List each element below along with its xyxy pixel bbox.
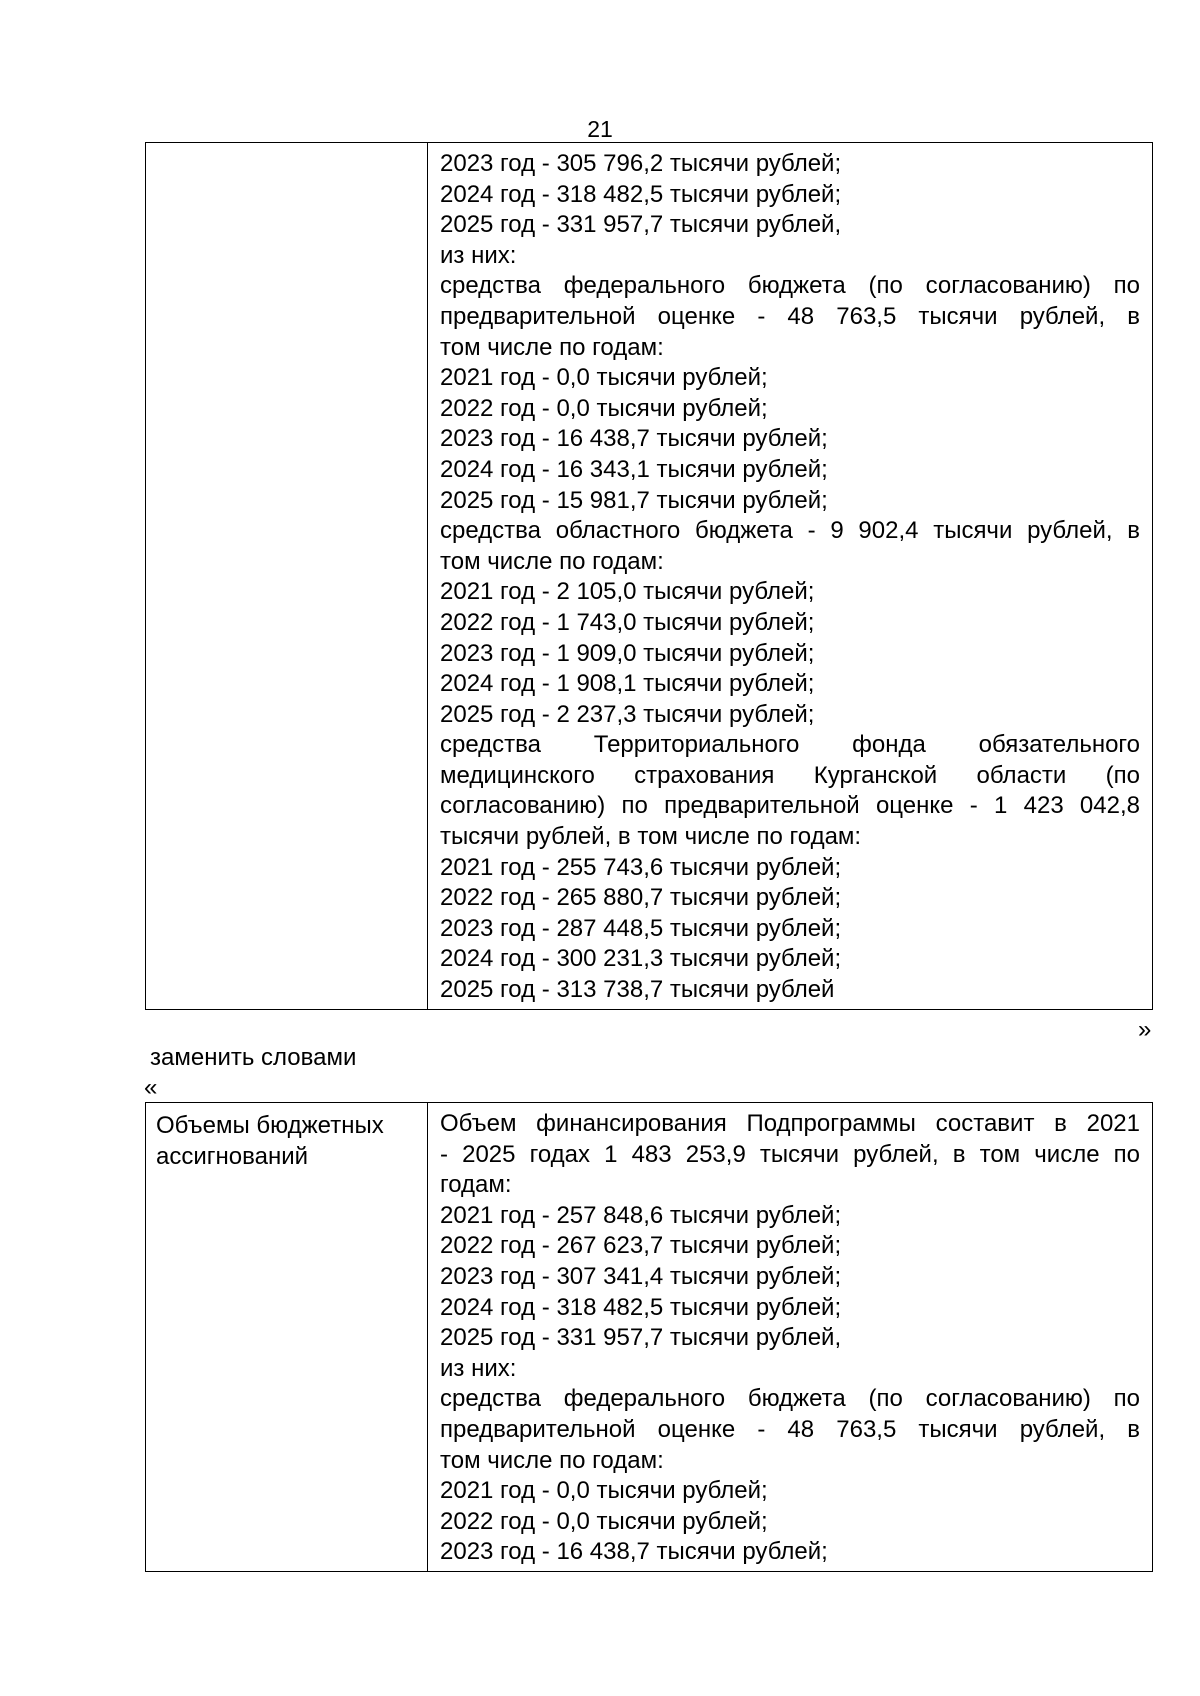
text-line: 2025 год - 331 957,7 тысячи рублей, bbox=[440, 211, 842, 239]
text-line: - 2025 годах 1 483 253,9 тысячи рублей, в том числе по bbox=[440, 1140, 1140, 1168]
text-line: 2022 год - 265 880,7 тысячи рублей; bbox=[440, 884, 842, 912]
row-heading-line: ассигнований bbox=[156, 1142, 309, 1170]
text-line: тысячи рублей, в том числе по годам: bbox=[440, 823, 862, 851]
text-line: 2021 год - 0,0 тысячи рублей; bbox=[440, 364, 768, 392]
table-right-cell bbox=[428, 1103, 1152, 1571]
text-line: 2021 год - 255 743,6 тысячи рублей; bbox=[440, 853, 842, 881]
text-line: том числе по годам: bbox=[440, 1446, 664, 1474]
table-right-cell bbox=[428, 143, 1152, 1009]
text-line: том числе по годам: bbox=[440, 547, 664, 575]
text-line: 2025 год - 15 981,7 тысячи рублей; bbox=[440, 486, 828, 514]
text-line: предварительной оценке - 48 763,5 тысячи рублей, в bbox=[440, 1415, 1140, 1443]
text-line: 2023 год - 307 341,4 тысячи рублей; bbox=[440, 1262, 842, 1290]
text-line: средства федерального бюджета (по согласованию) по bbox=[440, 1385, 1140, 1413]
text-line: 2025 год - 2 237,3 тысячи рублей; bbox=[440, 700, 815, 728]
table-left-cell bbox=[146, 143, 428, 1009]
text-line: том числе по годам: bbox=[440, 333, 664, 361]
text-line: 2022 год - 1 743,0 тысячи рублей; bbox=[440, 608, 815, 636]
text-line: медицинского страхования Курганской области (по bbox=[440, 761, 1140, 789]
text-line: 2025 год - 331 957,7 тысячи рублей, bbox=[440, 1324, 842, 1352]
text-line: 2023 год - 16 438,7 тысячи рублей; bbox=[440, 425, 828, 453]
page-number: 21 bbox=[587, 116, 613, 142]
opening-quote: « bbox=[144, 1074, 158, 1101]
text-line: 2025 год - 313 738,7 тысячи рублей bbox=[440, 976, 835, 1004]
row-heading-line: Объемы бюджетных bbox=[156, 1112, 384, 1139]
text-line: 2022 год - 0,0 тысячи рублей; bbox=[440, 1507, 768, 1535]
text-line: 2024 год - 318 482,5 тысячи рублей; bbox=[440, 180, 842, 208]
closing-quote: » bbox=[1138, 1016, 1152, 1043]
text-line: 2021 год - 257 848,6 тысячи рублей; bbox=[440, 1201, 842, 1229]
text-line: 2023 год - 16 438,7 тысячи рублей; bbox=[440, 1538, 828, 1566]
text-line: 2023 год - 305 796,2 тысячи рублей; bbox=[440, 150, 842, 177]
text-line: 2021 год - 2 105,0 тысячи рублей; bbox=[440, 578, 815, 606]
text-line: 2024 год - 16 343,1 тысячи рублей; bbox=[440, 455, 828, 483]
text-line: 2022 год - 0,0 тысячи рублей; bbox=[440, 394, 768, 422]
text-line: годам: bbox=[440, 1171, 512, 1199]
text-line: 2024 год - 1 908,1 тысячи рублей; bbox=[440, 670, 815, 698]
text-line: из них: bbox=[440, 1354, 517, 1382]
replace-instruction: заменить словами bbox=[150, 1044, 357, 1071]
text-line: 2024 год - 318 482,5 тысячи рублей; bbox=[440, 1293, 842, 1321]
text-line: предварительной оценке - 48 763,5 тысячи рублей, в bbox=[440, 302, 1140, 330]
text-line: Объем финансирования Подпрограммы составит в 2021 bbox=[440, 1110, 1140, 1137]
text-line: согласованию) по предварительной оценке - 1 423 042,8 bbox=[440, 792, 1140, 820]
text-line: средства областного бюджета - 9 902,4 тысячи рублей, в bbox=[440, 517, 1140, 545]
text-line: 2022 год - 267 623,7 тысячи рублей; bbox=[440, 1232, 842, 1260]
text-line: средства Территориального фонда обязательного bbox=[440, 731, 1140, 759]
budget-table-new bbox=[145, 1102, 1153, 1572]
text-line: из них: bbox=[440, 241, 517, 269]
budget-table-old bbox=[145, 142, 1153, 1010]
text-line: 2024 год - 300 231,3 тысячи рублей; bbox=[440, 945, 842, 973]
text-line: 2021 год - 0,0 тысячи рублей; bbox=[440, 1477, 768, 1505]
text-line: 2023 год - 287 448,5 тысячи рублей; bbox=[440, 914, 842, 942]
text-line: средства федерального бюджета (по согласованию) по bbox=[440, 272, 1140, 300]
table-left-cell bbox=[146, 1103, 428, 1571]
text-line: 2023 год - 1 909,0 тысячи рублей; bbox=[440, 639, 815, 667]
